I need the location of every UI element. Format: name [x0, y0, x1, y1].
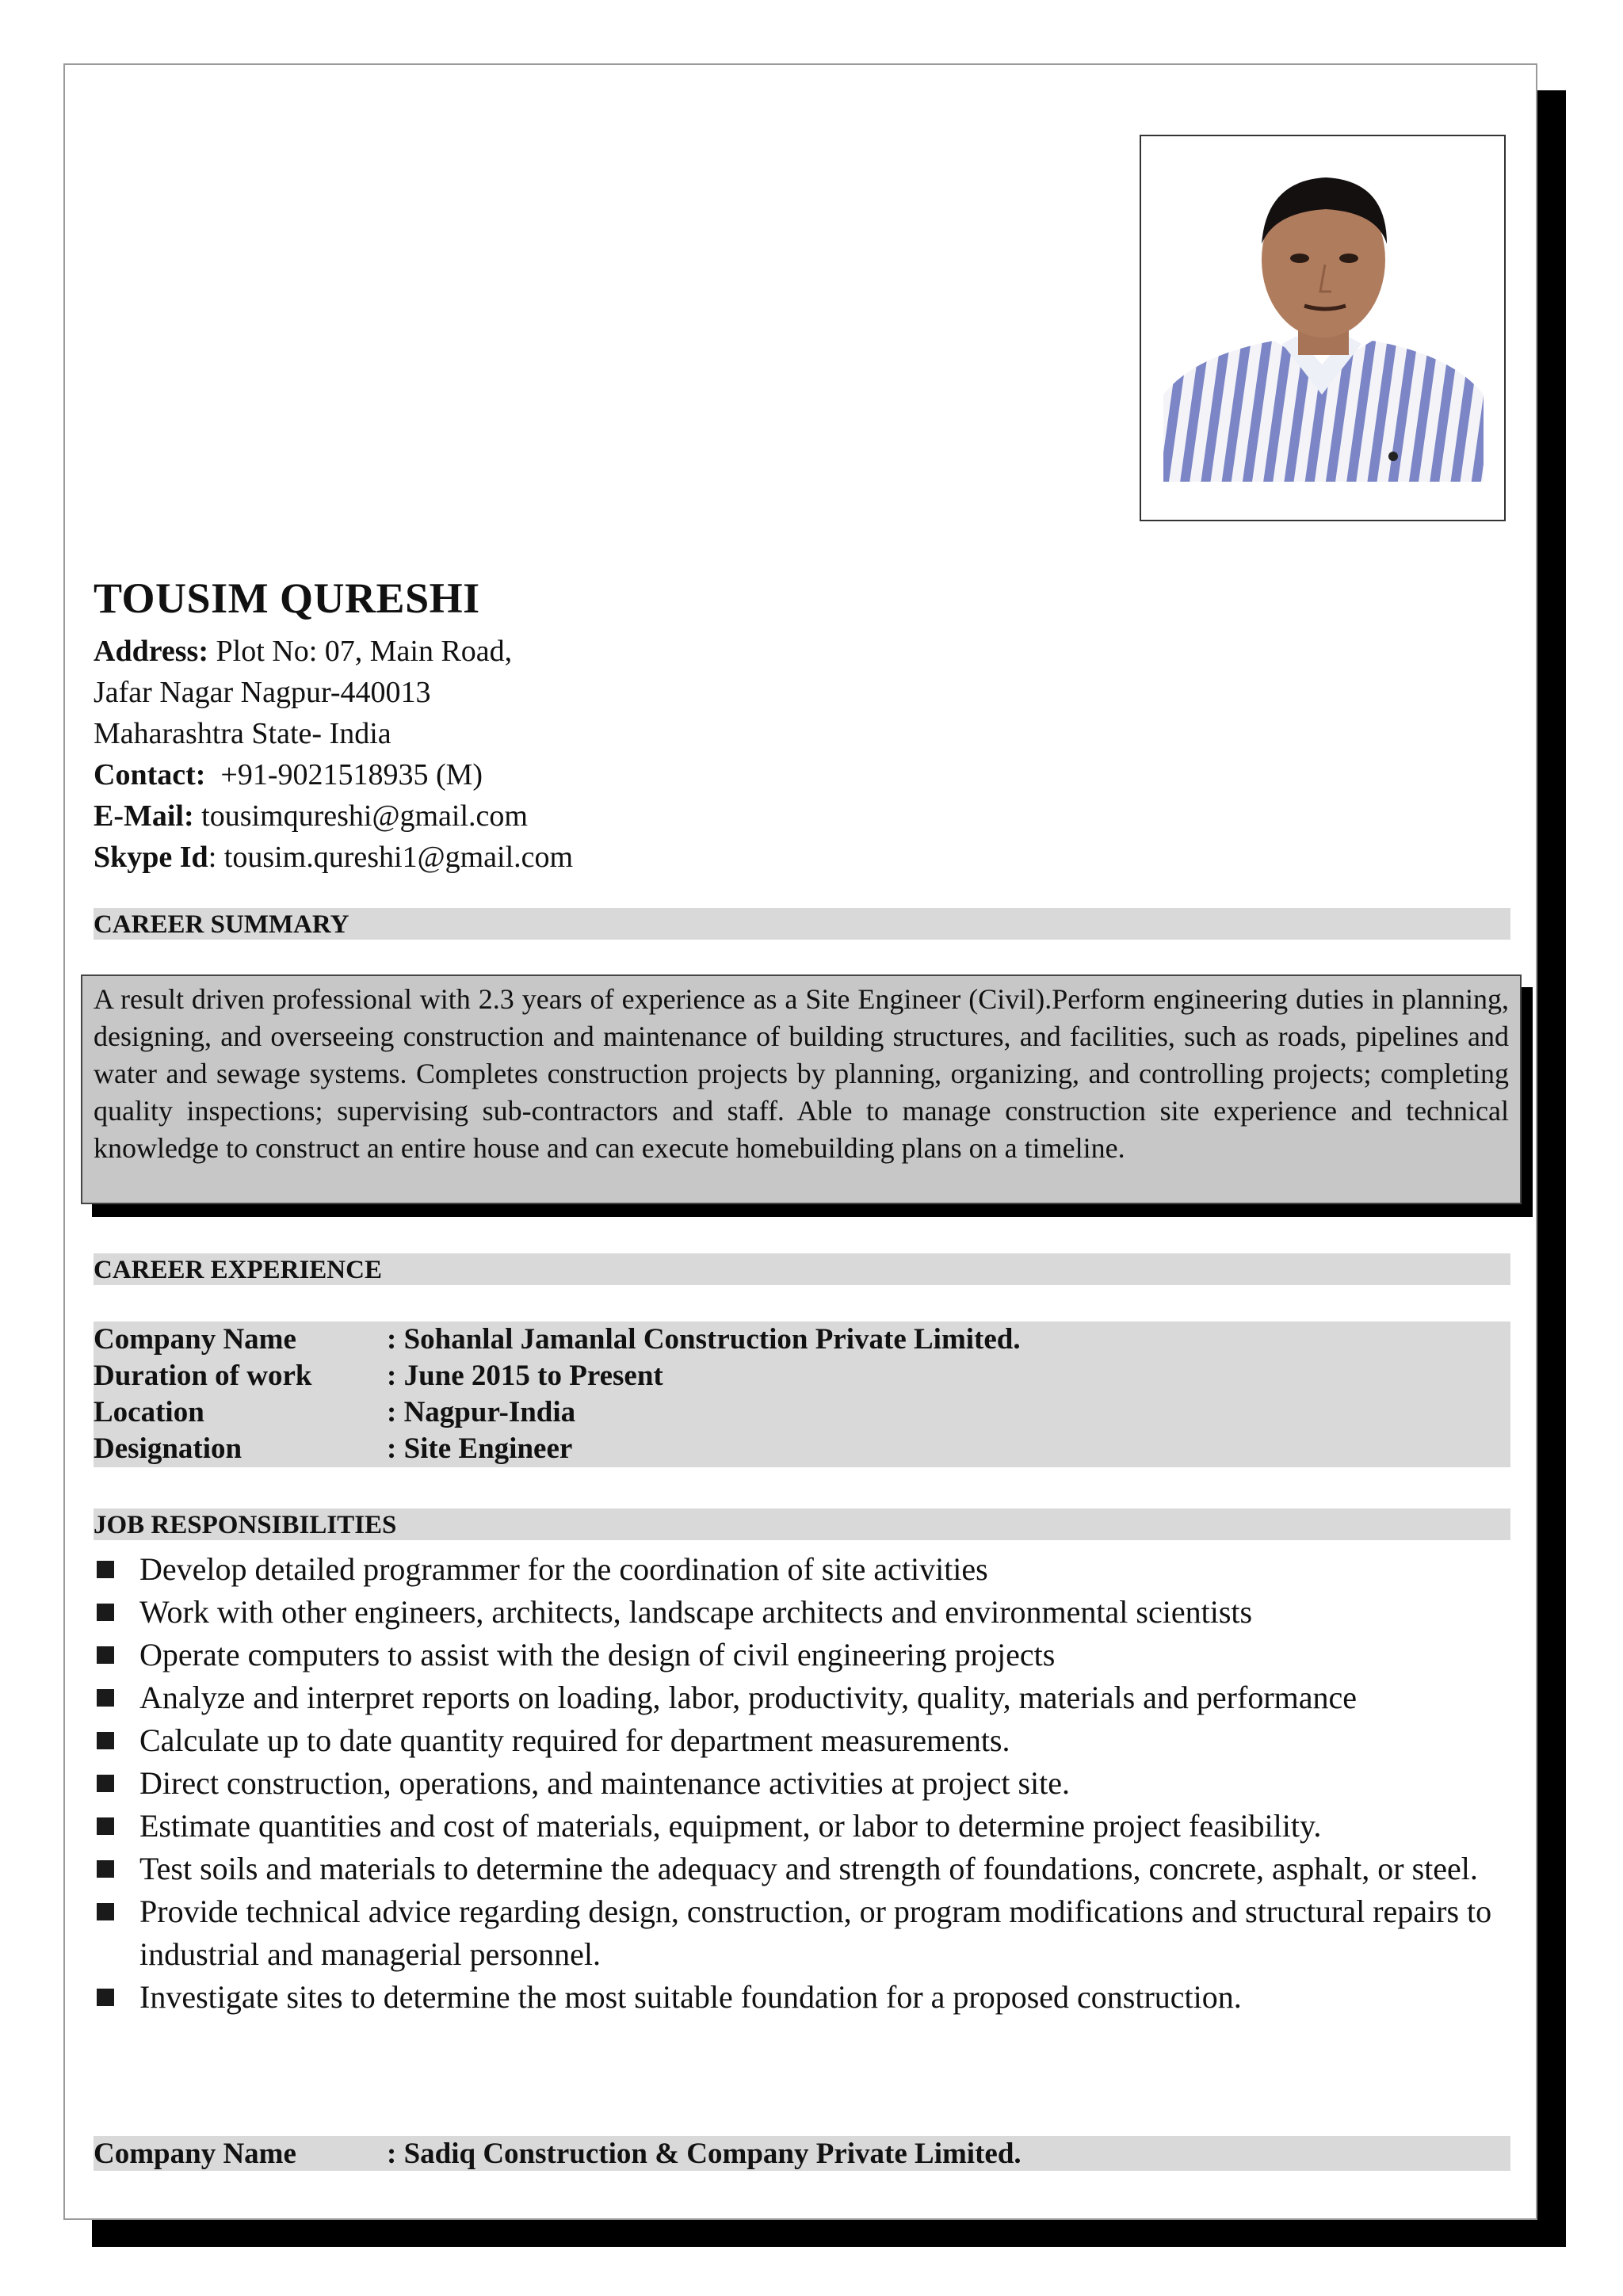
address-line-3: Maharashtra State- India	[94, 717, 391, 750]
next-company-value: : Sadiq Construction & Company Private Limited.	[387, 2138, 1022, 2170]
list-item-text: Operate computers to assist with the design of civil engineering projects	[139, 1637, 1056, 1672]
address-line-1	[94, 631, 573, 672]
list-item-text: Investigate sites to determine the most suitable foundation for a proposed construction.	[139, 1979, 1242, 2015]
career-summary-text: A result driven professional with 2.3 years of experience as a Site Engineer (Civil).Perform engineering duties in planning, designing, and overseeing construction and maintenance of building structures, and facilities, such as roads, pipelines and water and sewage systems. Completes construction projects by planning, organizing, and controlling projects; completing quality inspections; supervising sub-contractors and staff. Able to manage construction site experience and technical knowledge to construct an entire house and can execute homebuilding plans on a timeline.	[81, 974, 1522, 1204]
square-bullet-icon	[94, 1890, 139, 1976]
list-item	[94, 1719, 1520, 1762]
candidate-name: TOUSIM QURESHI	[94, 574, 480, 622]
email-value[interactable]: tousimqureshi@gmail.com	[193, 799, 528, 833]
square-bullet-icon	[94, 1976, 139, 2019]
square-bullet-icon	[94, 1548, 139, 1591]
list-item-text: Calculate up to date quantity required for department measurements.	[139, 1722, 1010, 1758]
contact-label: Contact:	[94, 758, 206, 791]
skype-line	[94, 837, 573, 878]
email-line	[94, 795, 573, 837]
square-bullet-icon	[94, 1591, 139, 1634]
experience-value: : June 2015 to Present	[387, 1360, 663, 1392]
address-value: Plot No: 07, Main Road,	[208, 635, 513, 668]
photo-frame	[1140, 135, 1506, 521]
square-bullet-icon	[94, 1676, 139, 1719]
experience-value: : Sohanlal Jamanlal Construction Private Limited.	[387, 1323, 1021, 1356]
list-item-text: Provide technical advice regarding design, construction, or program modifications and structural repairs to industrial and managerial personnel.	[139, 1894, 1492, 1972]
experience-row	[94, 1431, 1510, 1467]
address-label: Address:	[94, 635, 208, 668]
experience-label: Designation	[94, 1432, 242, 1465]
list-item	[94, 1976, 1520, 2019]
square-bullet-icon	[94, 1719, 139, 1762]
list-item-text: Analyze and interpret reports on loading, labor, productivity, quality, materials and performance	[139, 1680, 1358, 1715]
square-bullet-icon	[94, 1634, 139, 1676]
list-item	[94, 1762, 1520, 1805]
contact-block	[94, 631, 573, 878]
next-company-label: Company Name	[94, 2138, 296, 2170]
contact-line	[94, 754, 573, 795]
career-experience-heading: CAREER EXPERIENCE	[94, 1253, 1510, 1285]
experience-label: Duration of work	[94, 1360, 312, 1392]
skype-value: : tousim.qureshi1@gmail.com	[208, 841, 574, 874]
square-bullet-icon	[94, 1762, 139, 1805]
experience-value: : Nagpur-India	[387, 1396, 576, 1428]
experience-row	[94, 1322, 1510, 1358]
list-item-text: Test soils and materials to determine the adequacy and strength of foundations, concrete, asphalt, or steel.	[139, 1851, 1478, 1886]
list-item-text: Estimate quantities and cost of materials, equipment, or labor to determine project feasibility.	[139, 1808, 1322, 1844]
experience-row	[94, 1394, 1510, 1431]
list-item	[94, 1890, 1520, 1976]
contact-value: +91-9021518935 (M)	[205, 758, 483, 791]
list-item	[94, 1805, 1520, 1848]
next-company-row	[94, 2136, 1510, 2171]
experience-row	[94, 1358, 1510, 1394]
list-item	[94, 1634, 1520, 1676]
email-label: E-Mail:	[94, 799, 194, 833]
skype-label: Skype Id	[94, 841, 208, 874]
list-item	[94, 1548, 1520, 1591]
experience-value: : Site Engineer	[387, 1432, 573, 1465]
square-bullet-icon	[94, 1848, 139, 1890]
career-summary-heading: CAREER SUMMARY	[94, 908, 1510, 940]
list-item	[94, 1591, 1520, 1634]
list-item-text: Work with other engineers, architects, landscape architects and environmental scientists	[139, 1594, 1253, 1630]
experience-label: Company Name	[94, 1323, 296, 1356]
list-item-text: Develop detailed programmer for the coordination of site activities	[139, 1551, 988, 1587]
profile-photo	[1163, 157, 1484, 482]
square-bullet-icon	[94, 1805, 139, 1848]
list-item-text: Direct construction, operations, and maintenance activities at project site.	[139, 1765, 1071, 1801]
responsibilities-list	[94, 1548, 1520, 2019]
list-item	[94, 1848, 1520, 1890]
list-item	[94, 1676, 1520, 1719]
address-line-2: Jafar Nagar Nagpur-440013	[94, 676, 431, 709]
experience-details	[94, 1322, 1510, 1467]
experience-label: Location	[94, 1396, 204, 1428]
job-responsibilities-heading: JOB RESPONSIBILITIES	[94, 1508, 1510, 1540]
